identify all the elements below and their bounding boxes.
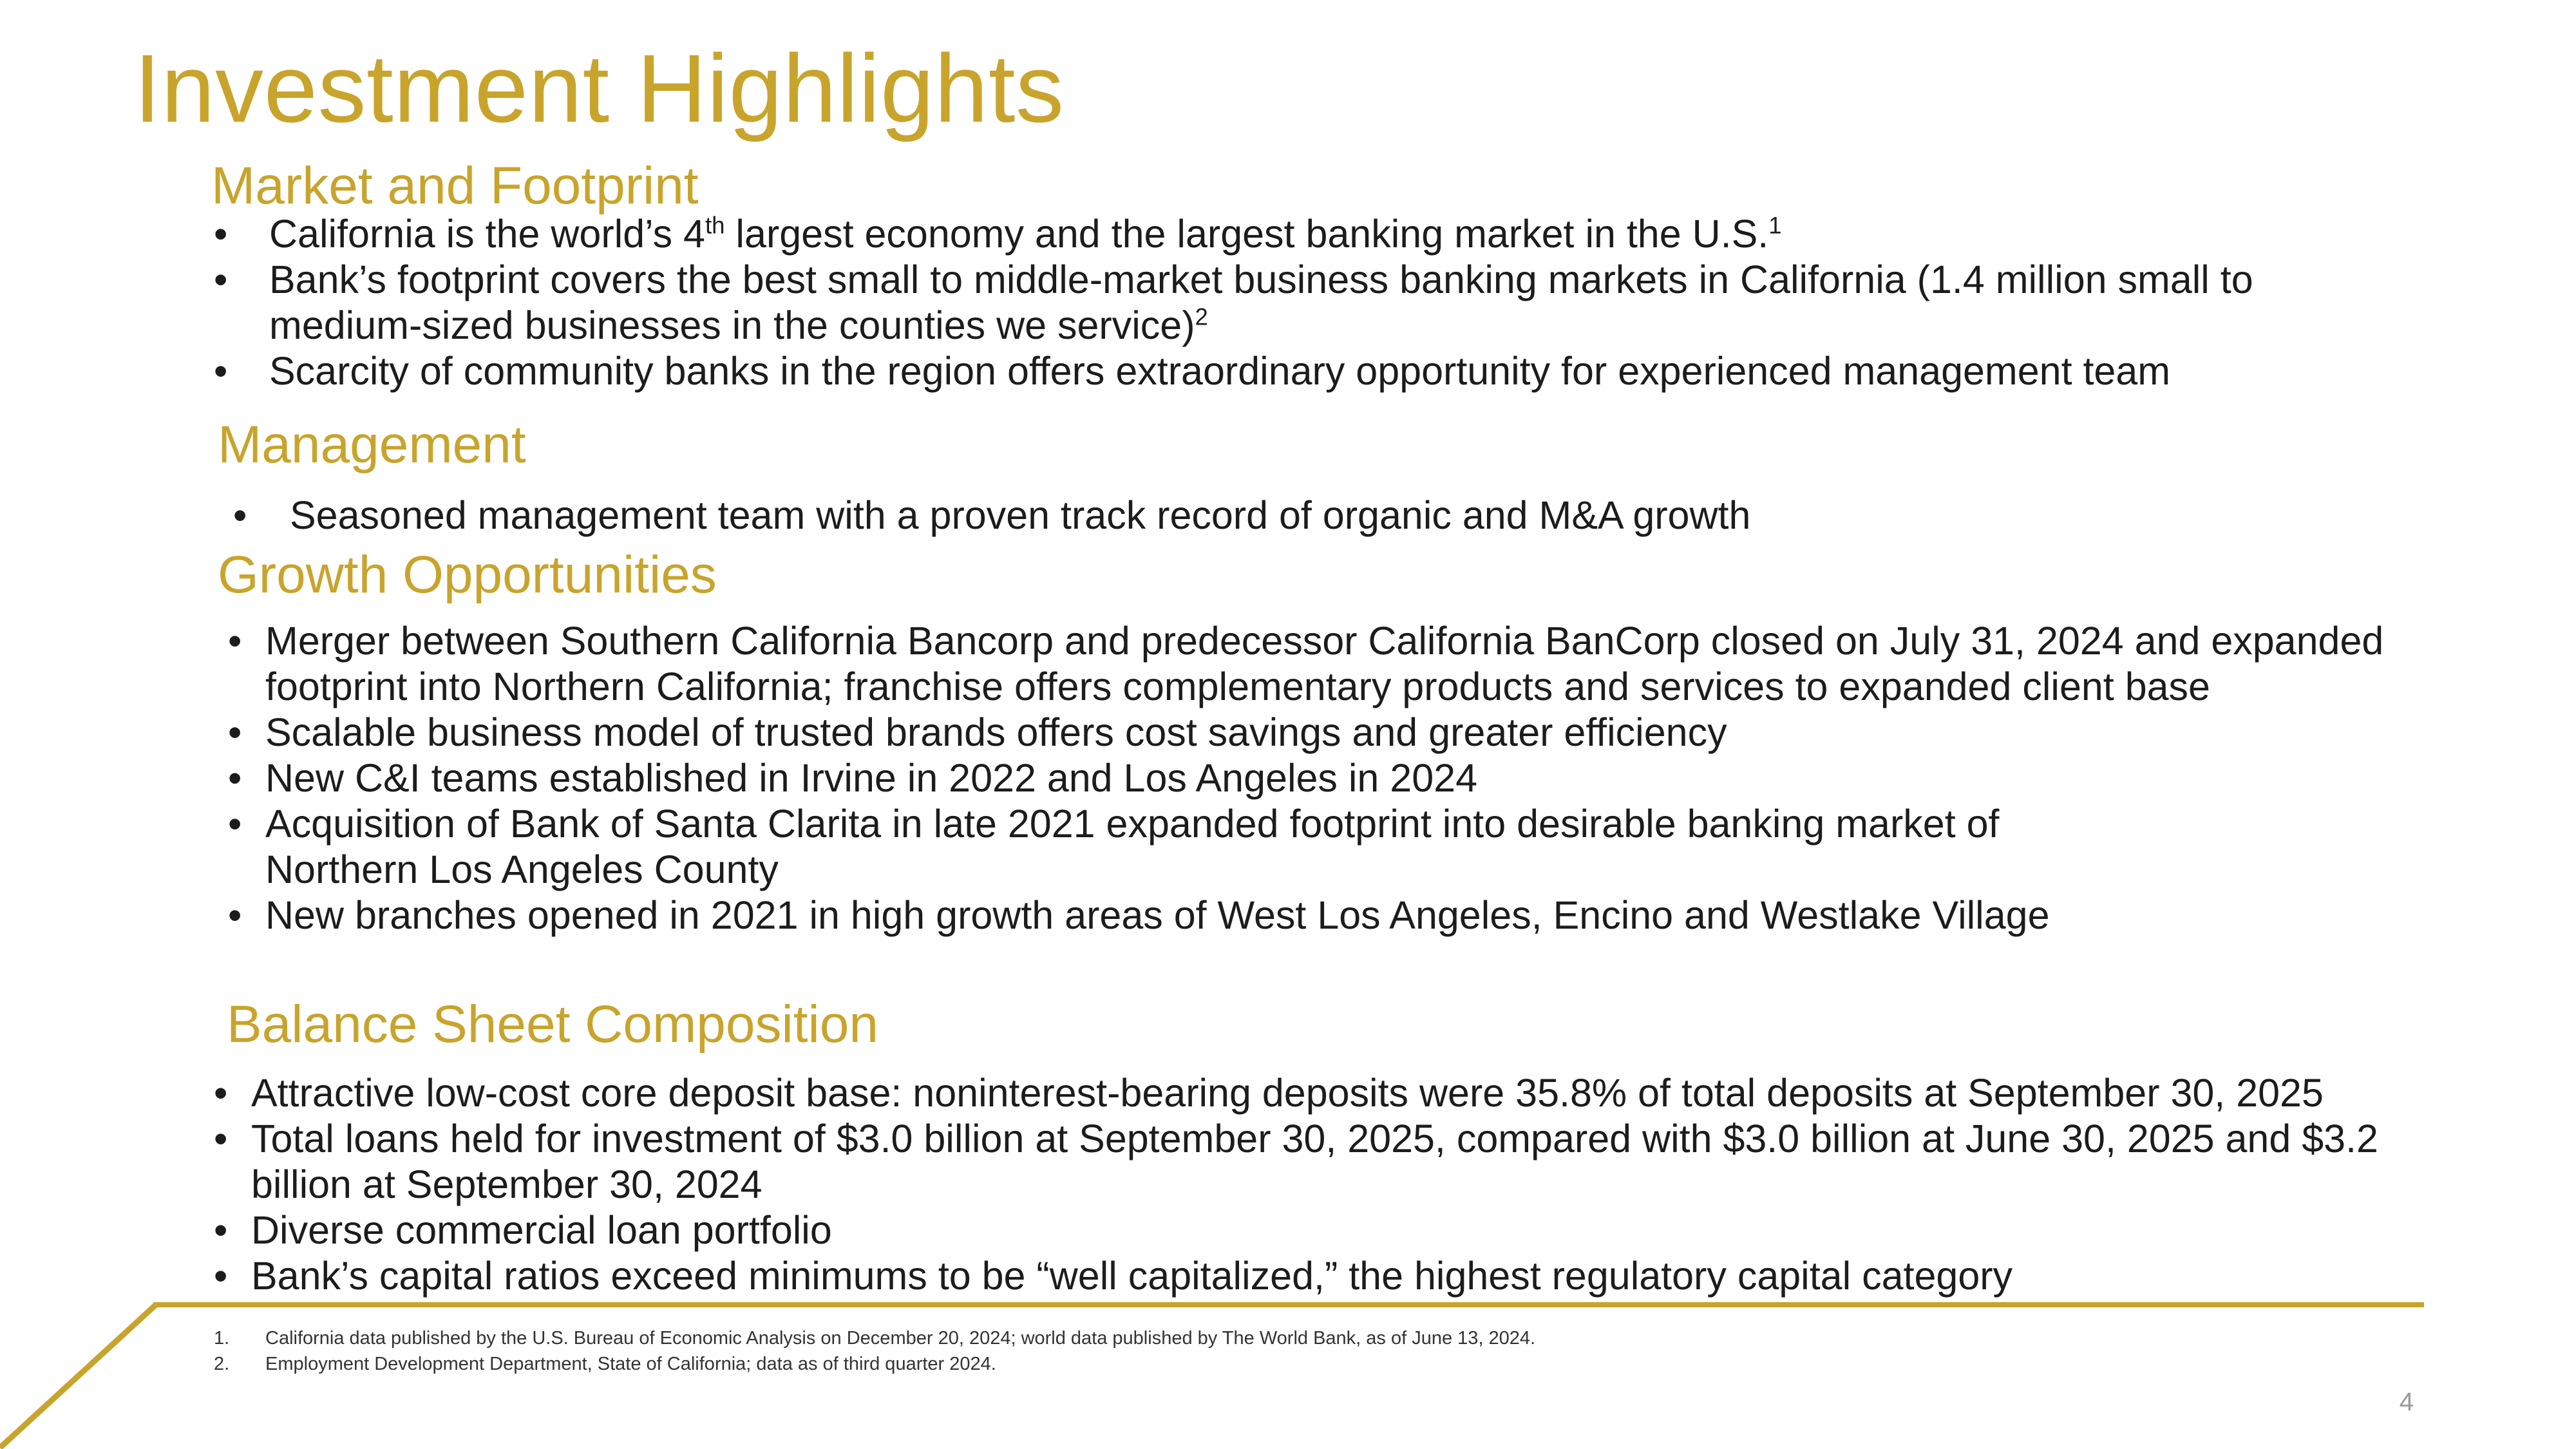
bullet-item: • Merger between Southern California Bancorp and predecessor California BanCorp closed on July 31, 2024 and expanded footprint into Northern California; franchise offers complementary products and services to expanded client base — [228, 618, 2411, 710]
bullet-item: • New C&I teams established in Irvine in 2022 and Los Angeles in 2024 — [228, 755, 2411, 801]
section-heading-market-footprint: Market and Footprint — [211, 156, 699, 215]
bullet-item: • Seasoned management team with a proven track record of organic and M&A growth — [228, 493, 2418, 538]
section-heading-growth-opportunities: Growth Opportunities — [218, 545, 717, 604]
footnote-2: 2. Employment Development Department, State of California; data as of third quarter 2024. — [214, 1354, 996, 1374]
footnote-1: 1. California data published by the U.S. Bureau of Economic Analysis on December 20, 2024; world data published by The World Bank, as of June 13, 2024. — [214, 1328, 1536, 1349]
management-bullets — [228, 493, 2418, 538]
growth-opportunities-bullets — [228, 618, 2411, 938]
gold-corner-accent — [0, 1282, 167, 1449]
section-heading-balance-sheet: Balance Sheet Composition — [227, 995, 878, 1054]
balance-sheet-bullets — [214, 1070, 2436, 1299]
market-footprint-bullets — [209, 211, 2411, 394]
bullet-item: • Acquisition of Bank of Santa Clarita in late 2021 expanded footprint into desirable banking market of Northern Los Angeles County — [228, 801, 2411, 893]
page-title: Investment Highlights — [134, 34, 1065, 142]
bullet-item: • Diverse commercial loan portfolio — [214, 1208, 2436, 1253]
bullet-item: • Total loans held for investment of $3.0 billion at September 30, 2025, compared with $3.0 billion at June 30, 2025 and $3.2 billion at September 30, 2024 — [214, 1116, 2436, 1208]
bullet-item: • Attractive low-cost core deposit base: noninterest-bearing deposits were 35.8% of total deposits at September 30, 2025 — [214, 1070, 2436, 1116]
bullet-item: • California is the world’s 4th largest economy and the largest banking market in the U.S.$^1$ — [209, 211, 2411, 257]
section-heading-management: Management — [218, 415, 526, 474]
bullet-item: • New branches opened in 2021 in high growth areas of West Los Angeles, Encino and Westlake Village — [228, 893, 2411, 938]
bullet-item: • Bank’s footprint covers the best small to middle-market business banking markets in California (1.4 million small to medium-sized businesses in the counties we service)$^2$ — [209, 257, 2411, 348]
bullet-item: • Bank’s capital ratios exceed minimums to be “well capitalized,” the highest regulatory capital category — [214, 1253, 2436, 1299]
gold-divider-line — [153, 1302, 2424, 1307]
bullet-item: • Scalable business model of trusted brands offers cost savings and greater efficiency — [228, 710, 2411, 755]
bullet-item: • Scarcity of community banks in the region offers extraordinary opportunity for experienced management team — [209, 348, 2411, 394]
page-number: 4 — [2399, 1388, 2414, 1416]
